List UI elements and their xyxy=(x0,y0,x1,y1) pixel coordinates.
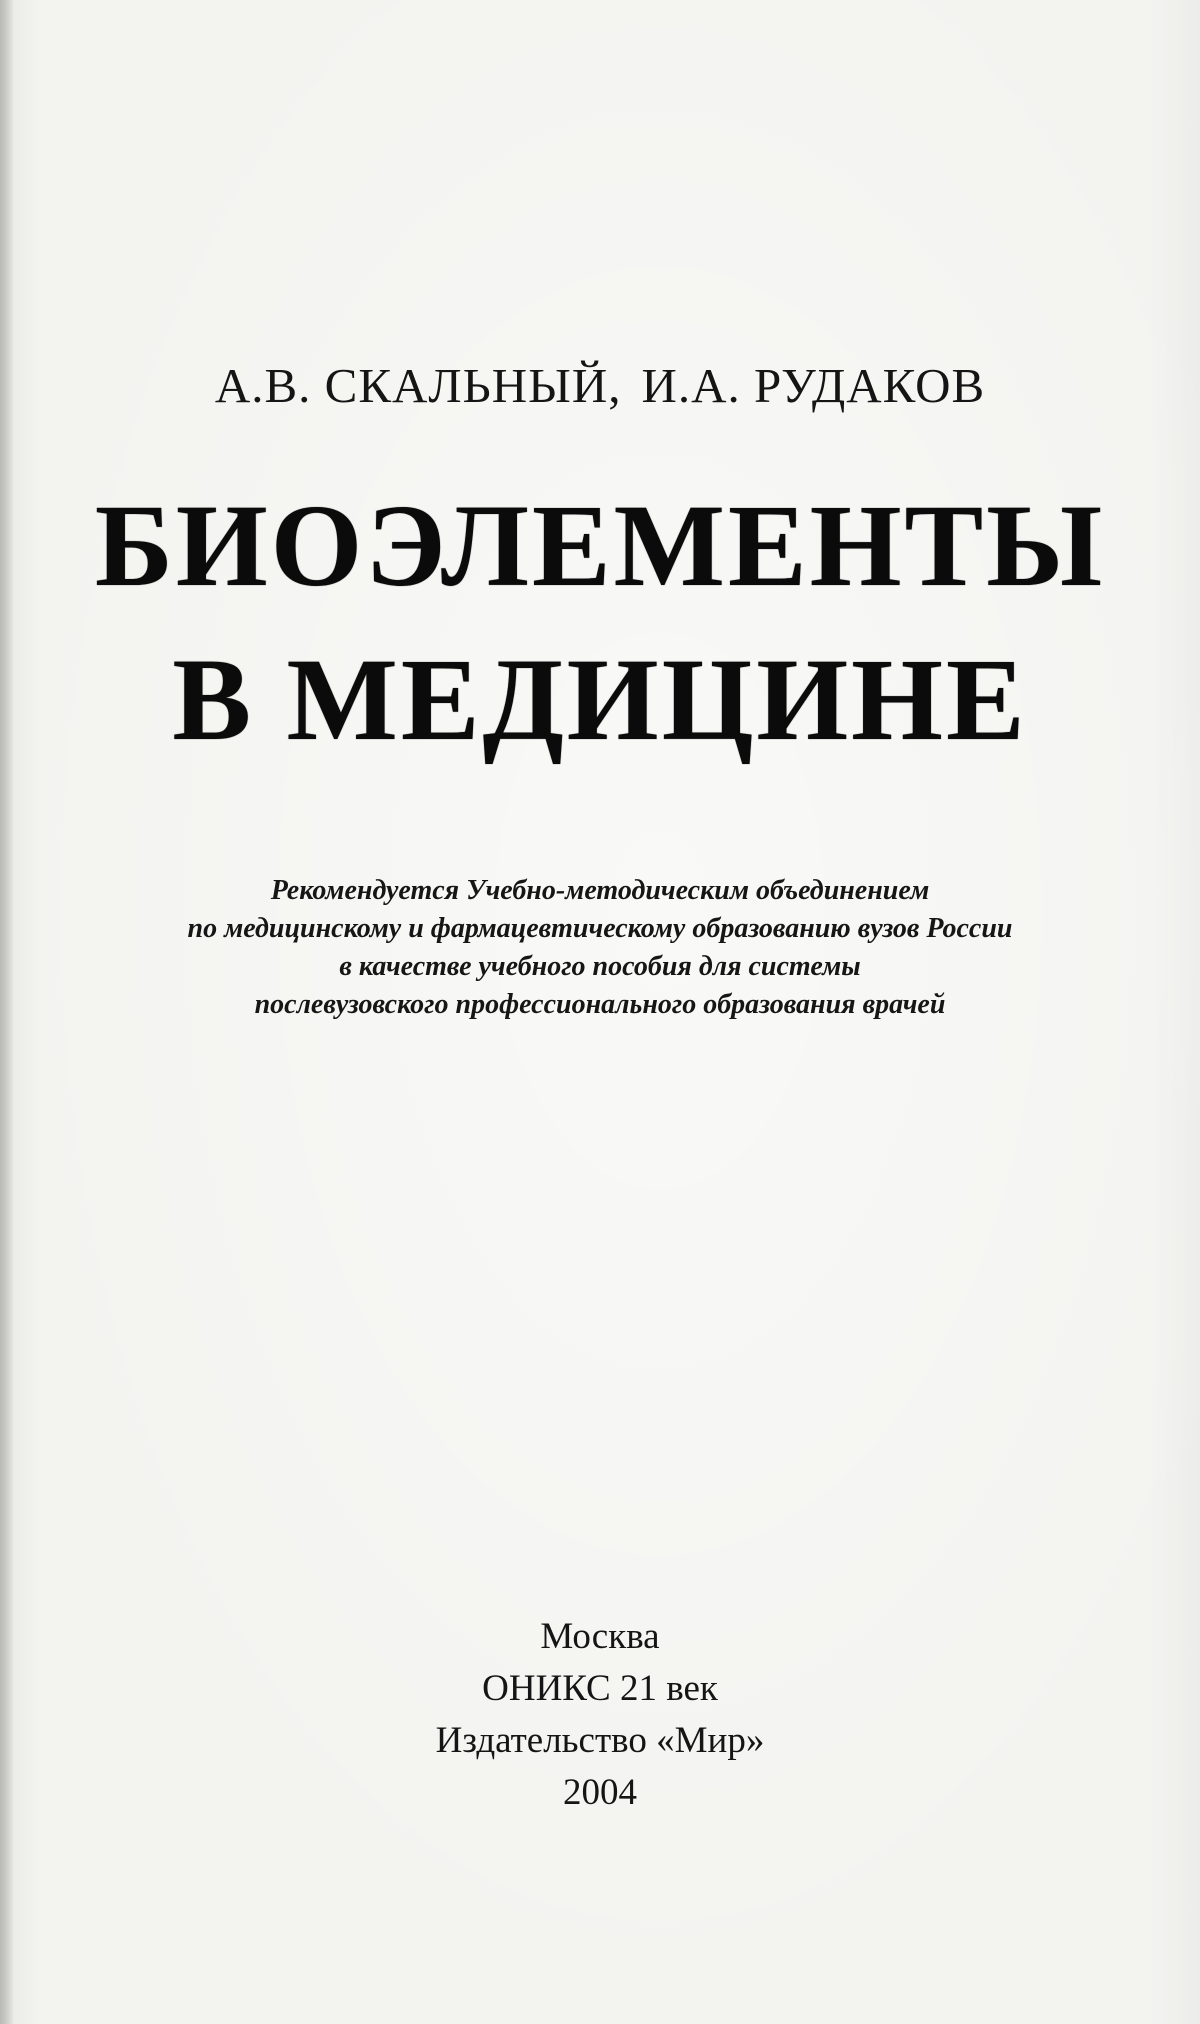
recommendation-line: Рекомендуется Учебно-методическим объединением xyxy=(270,875,930,906)
publisher-name-mir: Издательство «Мир» xyxy=(435,1720,765,1761)
author-skalny: А.В. СКАЛЬНЫЙ, xyxy=(214,358,622,413)
recommendation-block xyxy=(0,872,1200,1024)
publisher-city: Москва xyxy=(540,1616,660,1657)
author-rudakov: И.А. РУДАКОВ xyxy=(641,358,986,413)
authors-line xyxy=(0,357,1200,414)
recommendation-line: послевузовского профессионального образования врачей xyxy=(254,989,946,1020)
recommendation-line: в качестве учебного пособия для системы xyxy=(339,951,861,982)
publication-year: 2004 xyxy=(563,1772,637,1813)
publisher-block xyxy=(0,1611,1200,1819)
recommendation-line: по медицинскому и фармацевтическому образованию вузов России xyxy=(187,913,1013,944)
book-title-line-1: БИОЭЛЕМЕНТЫ xyxy=(94,480,1106,611)
book-title-line-2: В МЕДИЦИНЕ xyxy=(172,634,1028,765)
publisher-name-oniks: ОНИКС 21 век xyxy=(482,1668,718,1709)
